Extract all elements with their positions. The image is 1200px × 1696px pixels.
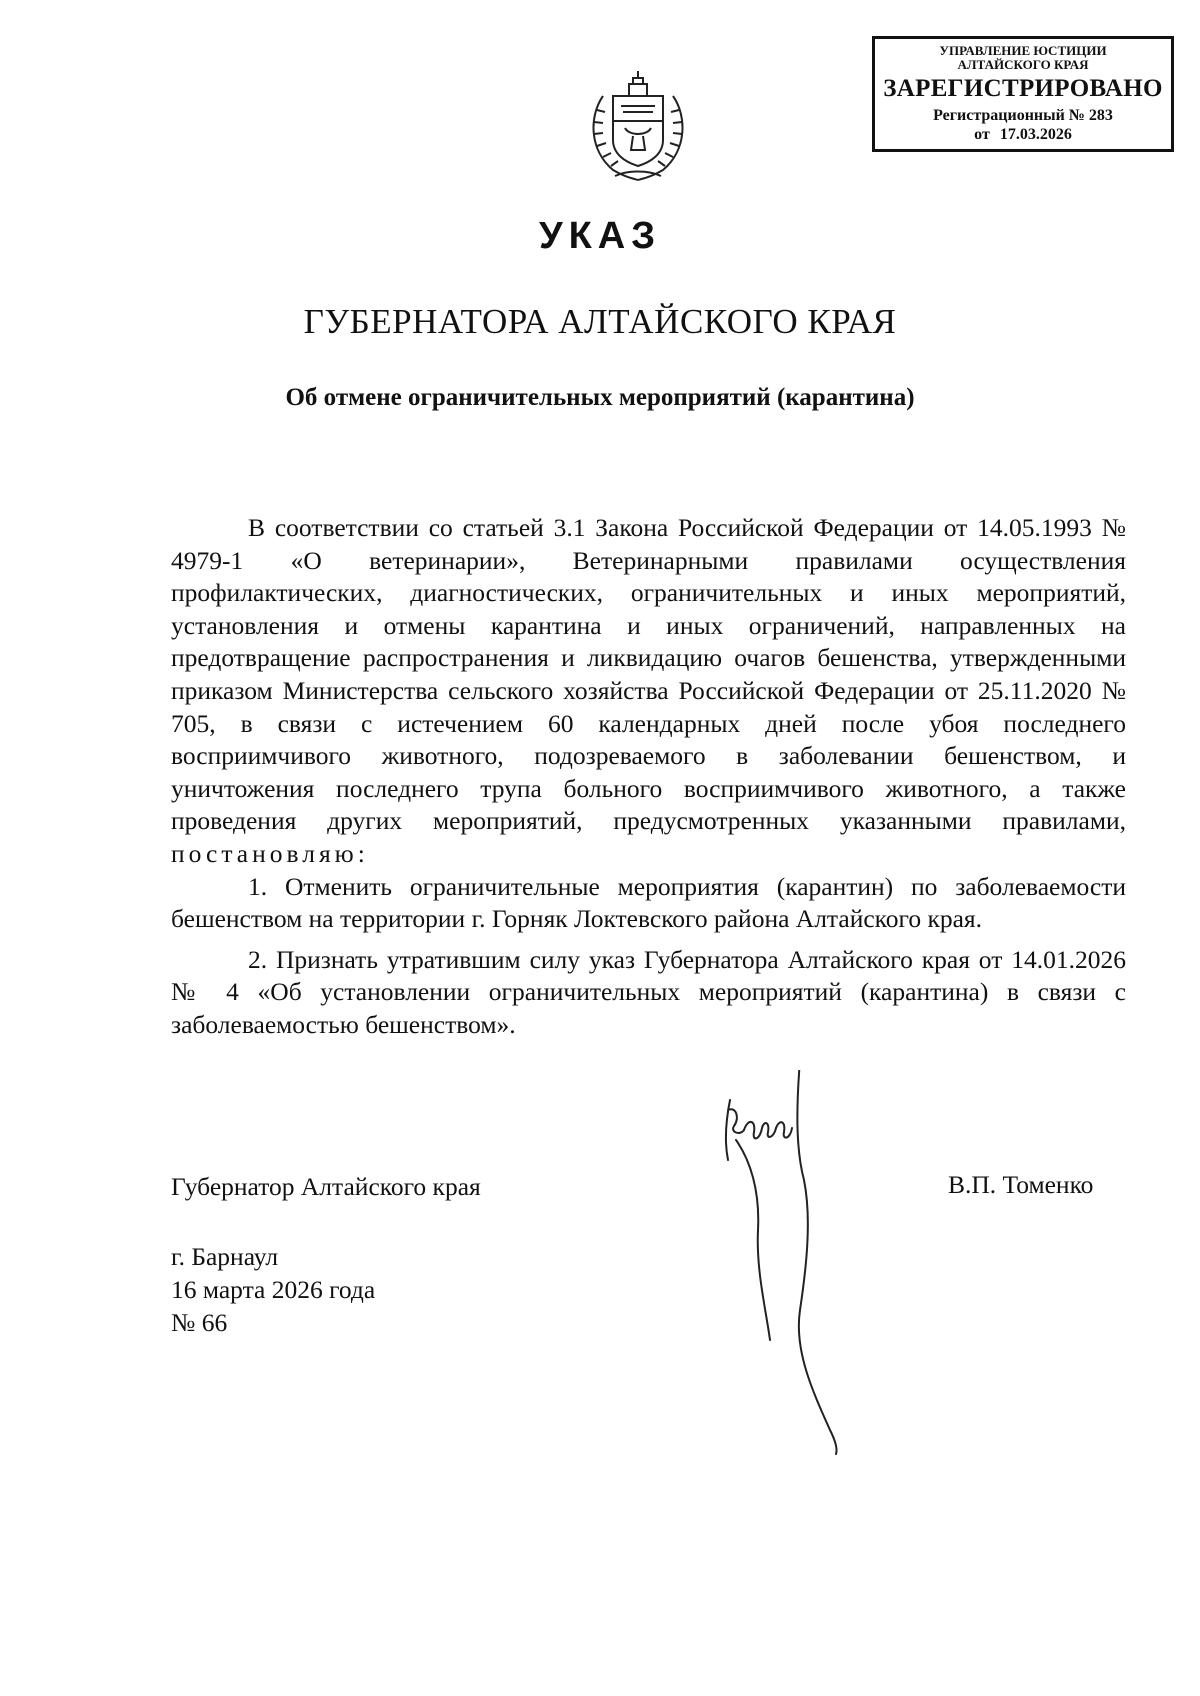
coat-of-arms-icon (583, 66, 693, 184)
document-subject: Об отмене ограничительных мероприятий (карантина) (285, 384, 915, 411)
stamp-organization (875, 44, 1171, 72)
place-date-block (171, 1240, 375, 1339)
preamble-paragraph (171, 512, 1126, 871)
decree-item-2: 2. Признать утратившим силу указ Губернатора Алтайского края от 14.01.2026 № 4 «Об установлении ограничительных мероприятий (карантина) в связи с заболеваемостью бешенством». (171, 944, 1126, 1039)
signatory-position: Губернатор Алтайского края (171, 1172, 481, 1201)
document-number: № 66 (171, 1308, 228, 1337)
issuer-title: ГУБЕРНАТОРА АЛТАЙСКОГО КРАЯ (303, 302, 897, 341)
decree-item-1: 1. Отменить ограничительные мероприятия (карантин) по заболеваемости бешенством на территории г. Горняк Локтевского района Алтайского края. (171, 871, 1126, 934)
stamp-org-line2: АЛТАЙСКОГО КРАЯ (957, 57, 1089, 72)
handwritten-signature (700, 1070, 860, 1470)
issue-place: г. Барнаул (171, 1242, 279, 1271)
stamp-date-line (875, 125, 1171, 144)
stamp-org-line1: УПРАВЛЕНИЕ ЮСТИЦИИ (939, 43, 1107, 58)
decree-word: постановляю: (171, 838, 369, 868)
stamp-reg-number: Регистрационный № 283 (933, 107, 1113, 124)
issue-date: 16 марта 2026 года (171, 1275, 376, 1304)
stamp-date: 17.03.2026 (999, 126, 1072, 143)
document-type-title: УКАЗ (538, 215, 662, 257)
signatory-name: В.П. Томенко (948, 1170, 1094, 1199)
document-body (171, 512, 1126, 1042)
stamp-status: ЗАРЕГИСТРИРОВАНО (883, 75, 1163, 102)
preamble-text: В соответствии со статьей 3.1 Закона Российской Федерации от 14.05.1993 № 4979-1 «О ветеринарии», Ветеринарными правилами осуществления профилактических, диагностических, ограничительных и иных мероприятий, установления и отмены карантина и иных ограничений, направленных на предотвращение распространения и ликвидацию очагов бешенства, утвержденными приказом Министерства сельского хозяйства Российской Федерации от 25.11.2020 № 705, в связи с истечением 60 календарных дней после убоя последнего восприимчивого животного, подозреваемого в заболевании бешенством, и уничтожения последнего трупа больного восприимчивого животного, а также проведения других мероприятий, предусмотренных указанными правилами, (171, 513, 1126, 836)
stamp-date-prefix: от (974, 126, 990, 143)
registration-stamp (872, 36, 1174, 152)
